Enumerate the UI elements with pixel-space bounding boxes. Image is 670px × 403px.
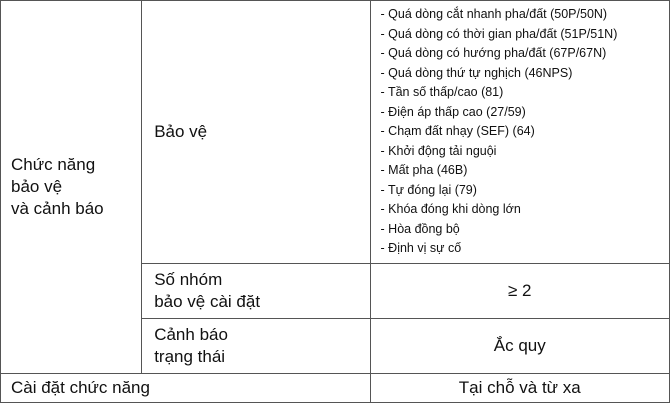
protection-item: - Khởi động tải nguội <box>381 142 669 162</box>
protection-item: - Quá dòng thứ tự nghịch (46NPS) <box>381 64 669 84</box>
protection-item: - Chạm đất nhạy (SEF) (64) <box>381 122 669 142</box>
status-alarm-value: Ắc quy <box>370 318 669 373</box>
protection-item: - Quá dòng có thời gian pha/đất (51P/51N) <box>381 25 669 45</box>
group-settings-value: ≥ 2 <box>370 263 669 318</box>
status-alarm-label-line-1: Cảnh báo <box>154 324 228 344</box>
protection-label: Bảo vệ <box>154 121 208 141</box>
protection-item: - Mất pha (46B) <box>381 161 669 181</box>
group-settings-label-line-2: bảo vệ cài đặt <box>154 291 261 311</box>
protection-list <box>371 1 669 263</box>
protection-item: - Tần số thấp/cao (81) <box>381 83 669 103</box>
main-function-line-2: bảo vệ <box>11 176 63 196</box>
main-function-line-3: và cảnh báo <box>11 198 104 218</box>
protection-item: - Hòa đồng bộ <box>381 220 669 240</box>
protection-item: - Quá dòng cắt nhanh pha/đất (50P/50N) <box>381 5 669 25</box>
status-alarm-label-line-2: trạng thái <box>154 346 226 366</box>
group-settings-label-line-1: Số nhóm <box>154 269 223 289</box>
function-setting-row <box>1 373 670 402</box>
main-function-cell <box>1 1 142 374</box>
protection-item: - Khóa đóng khi dòng lớn <box>381 200 669 220</box>
main-function-line-1: Chức năng <box>11 154 96 174</box>
protection-list-cell <box>370 1 669 264</box>
protection-item: - Tự đóng lại (79) <box>381 181 669 201</box>
function-setting-value: Tại chỗ và từ xa <box>370 373 669 402</box>
protection-item: - Định vị sự cố <box>381 239 669 259</box>
status-alarm-label-cell <box>142 318 370 373</box>
protection-label-cell <box>142 1 370 264</box>
group-settings-label-cell <box>142 263 370 318</box>
function-setting-label: Cài đặt chức năng <box>1 373 371 402</box>
protection-item: - Điện áp thấp cao (27/59) <box>381 103 669 123</box>
protection-item: - Quá dòng có hướng pha/đất (67P/67N) <box>381 44 669 64</box>
protection-row <box>1 1 670 264</box>
